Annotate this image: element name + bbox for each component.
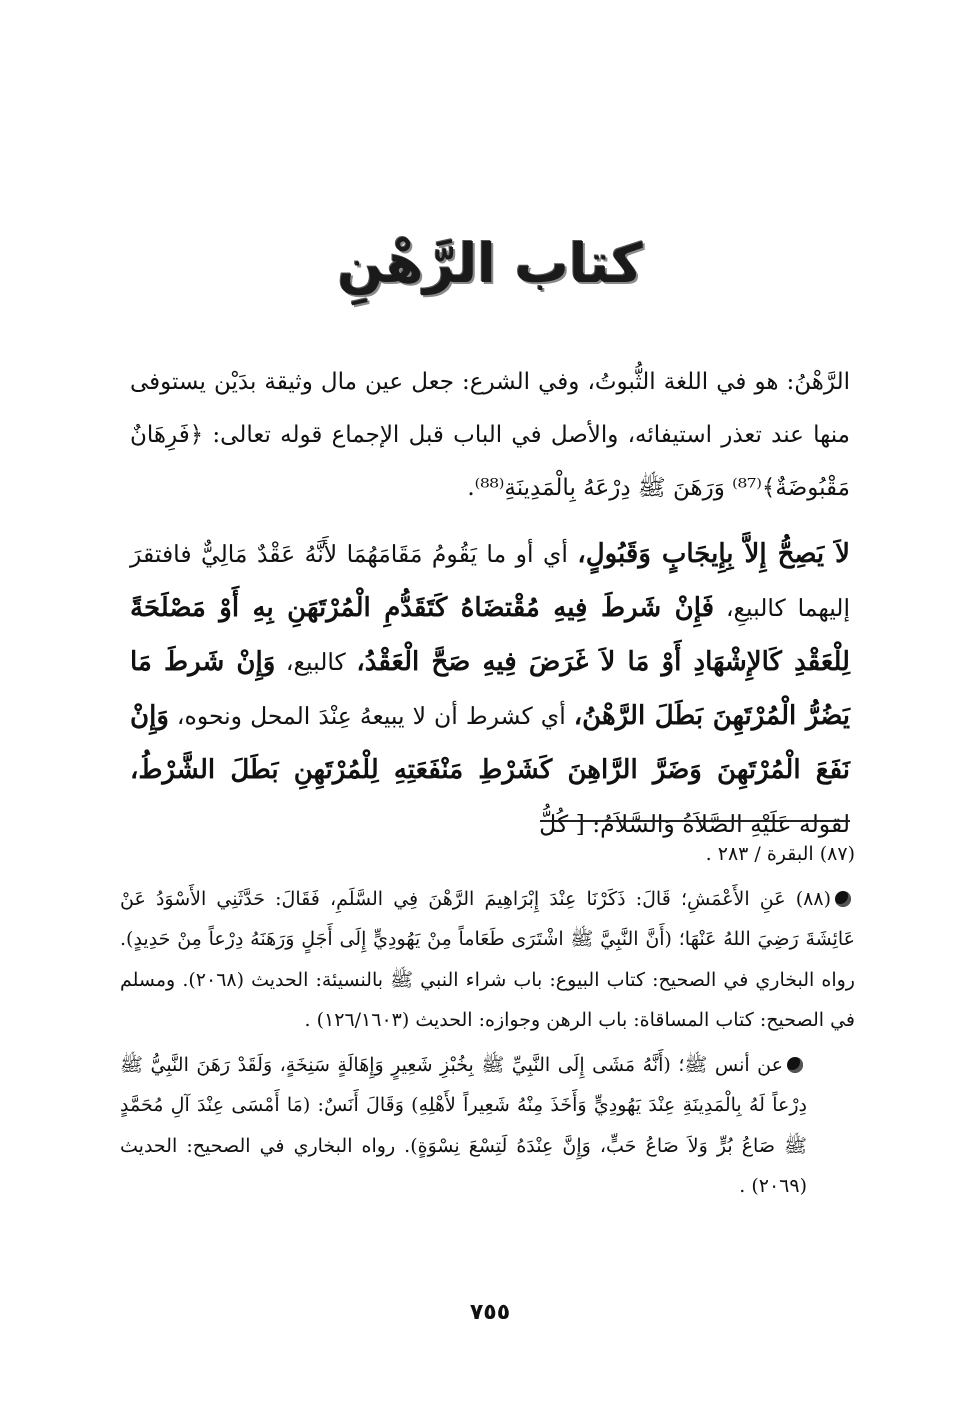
chapter-title: كتاب الرَّهْنِ [337, 232, 643, 295]
footnote-88 [120, 879, 855, 1041]
text-segment: أي أو ما يَقُومُ مَقَامَهُمَا لأَنَّهُ عَقْدٌ مَالِيٌّ فافتقرَ إليهما كالبيعِ، [130, 540, 850, 622]
text-segment: وَإِنْ نَفَعَ الْمُرْتَهِنَ وَضَرَّ الرَّاهِنَ كَشَرْطِ مَنْفَعَتِهِ لِلْمُرْتَهِنِ بَطَلَ الشَّرْطُ، [130, 701, 850, 785]
footnote-88-anas [120, 1045, 855, 1207]
bullet-icon [787, 1057, 803, 1073]
text-segment: لقوله عَلَيْهِ الصَّلاَةُ وَالسَّلاَمُ: [ كُلُّ [539, 810, 850, 838]
footnotes [120, 834, 855, 1211]
main-paragraph [130, 527, 850, 851]
text-segment: فَإِنْ شَرطَ فِيهِ مُقْتضَاهُ كَتَقَدُّمِ الْمُرْتَهَنِ بِهِ أَوْ مَصْلَحَةً لِلْعَقْدِ كَالإِشْهَادِ أَوْ مَا لاَ غَرَضَ فِيهِ صَحَّ الْعَقْدُ، [130, 593, 850, 677]
footnote-87: (٨٧) البقرة / ٢٨٣ . [705, 843, 855, 865]
footnote-divider [540, 820, 850, 822]
page-number: ٧٥٥ [469, 1300, 511, 1325]
footnote-88-text: (٨٨) عَنِ الأَعْمَشِ؛ قَالَ: ذَكَرْنَا عِنْدَ إِبْرَاهِيمَ الرَّهْنَ فِي السَّلَمِ، فَقَالَ: حَدَّثَنِي الأَسْوَدُ عَنْ عَائِشَةَ رَضِيَ اللهُ عَنْهَا؛ (أَنَّ النَّبِيَّ ﷺ اشْتَرَى طَعَاماً مِنْ يَهُودِيٍّ إِلَى أَجَلٍ وَرَهَنَهُ دِرْعاً مِنْ حَدِيدٍ). رواه البخاري في الصحيح: كتاب البيوع: باب شراء النبي ﷺ بالنسيئة: الحديث (٢٠٦٨). ومسلم في الصحيح: كتاب المساقاة: باب الرهن وجوازه: الحديث (١٢٦/١٦٠٣) . [120, 887, 855, 1031]
text-segment: أي كشرط أن لا يبيعهُ عِنْدَ المحل ونحوه، [168, 702, 574, 730]
intro-paragraph: الرَّهْنُ: هو في اللغة الثُّبوتُ، وفي الشرع: جعل عين مال وثيقة بدَيْن يستوفى منها عند تعذر استيفائه، والأصل في الباب قبل الإجماع قوله تعالى: ﴿فَرِهَانٌ مَقْبُوضَةٌ﴾⁽⁸⁷⁾ وَرَهَنَ ﷺ دِرْعَهُ بِالْمَدِينَةِ⁽⁸⁸⁾. [130, 369, 850, 501]
footnote-88-anas-text: عن أنس ﷺ؛ (أَنَّهُ مَشَى إِلَى النَّبِيِّ ﷺ بِخُبْزِ شَعِيرٍ وَإِهَالَةٍ سَنِخَةٍ، وَلَقَدْ رَهَنَ النَّبِيُّ ﷺ دِرْعاً لَهُ بِالْمَدِينَةِ عِنْدَ يَهُودِيٍّ وَأَخَذَ مِنْهُ شَعِيراً لأَهْلِهِ) وَقَالَ أَنَسٌ: (مَا أَمْسَى عِنْدَ آلِ مُحَمَّدٍ ﷺ صَاعُ بُرٍّ وَلاَ صَاعُ حَبٍّ، وَإِنَّ عِنْدَهُ لَتِسْعَ نِسْوَةٍ). رواه البخاري في الصحيح: الحديث (٢٠٦٩) . [120, 1053, 807, 1197]
text-segment: وَإِنْ شَرطَ مَا يَضُرُّ الْمُرْتَهِنَ بَطَلَ الرَّهْنُ، [130, 647, 850, 731]
bullet-icon [835, 891, 851, 907]
text-segment: كالبيع، [275, 648, 357, 676]
text-segment: لاَ يَصِحُّ إِلاَّ بِإِيجَابٍ وَقَبُولٍ، [577, 539, 850, 569]
